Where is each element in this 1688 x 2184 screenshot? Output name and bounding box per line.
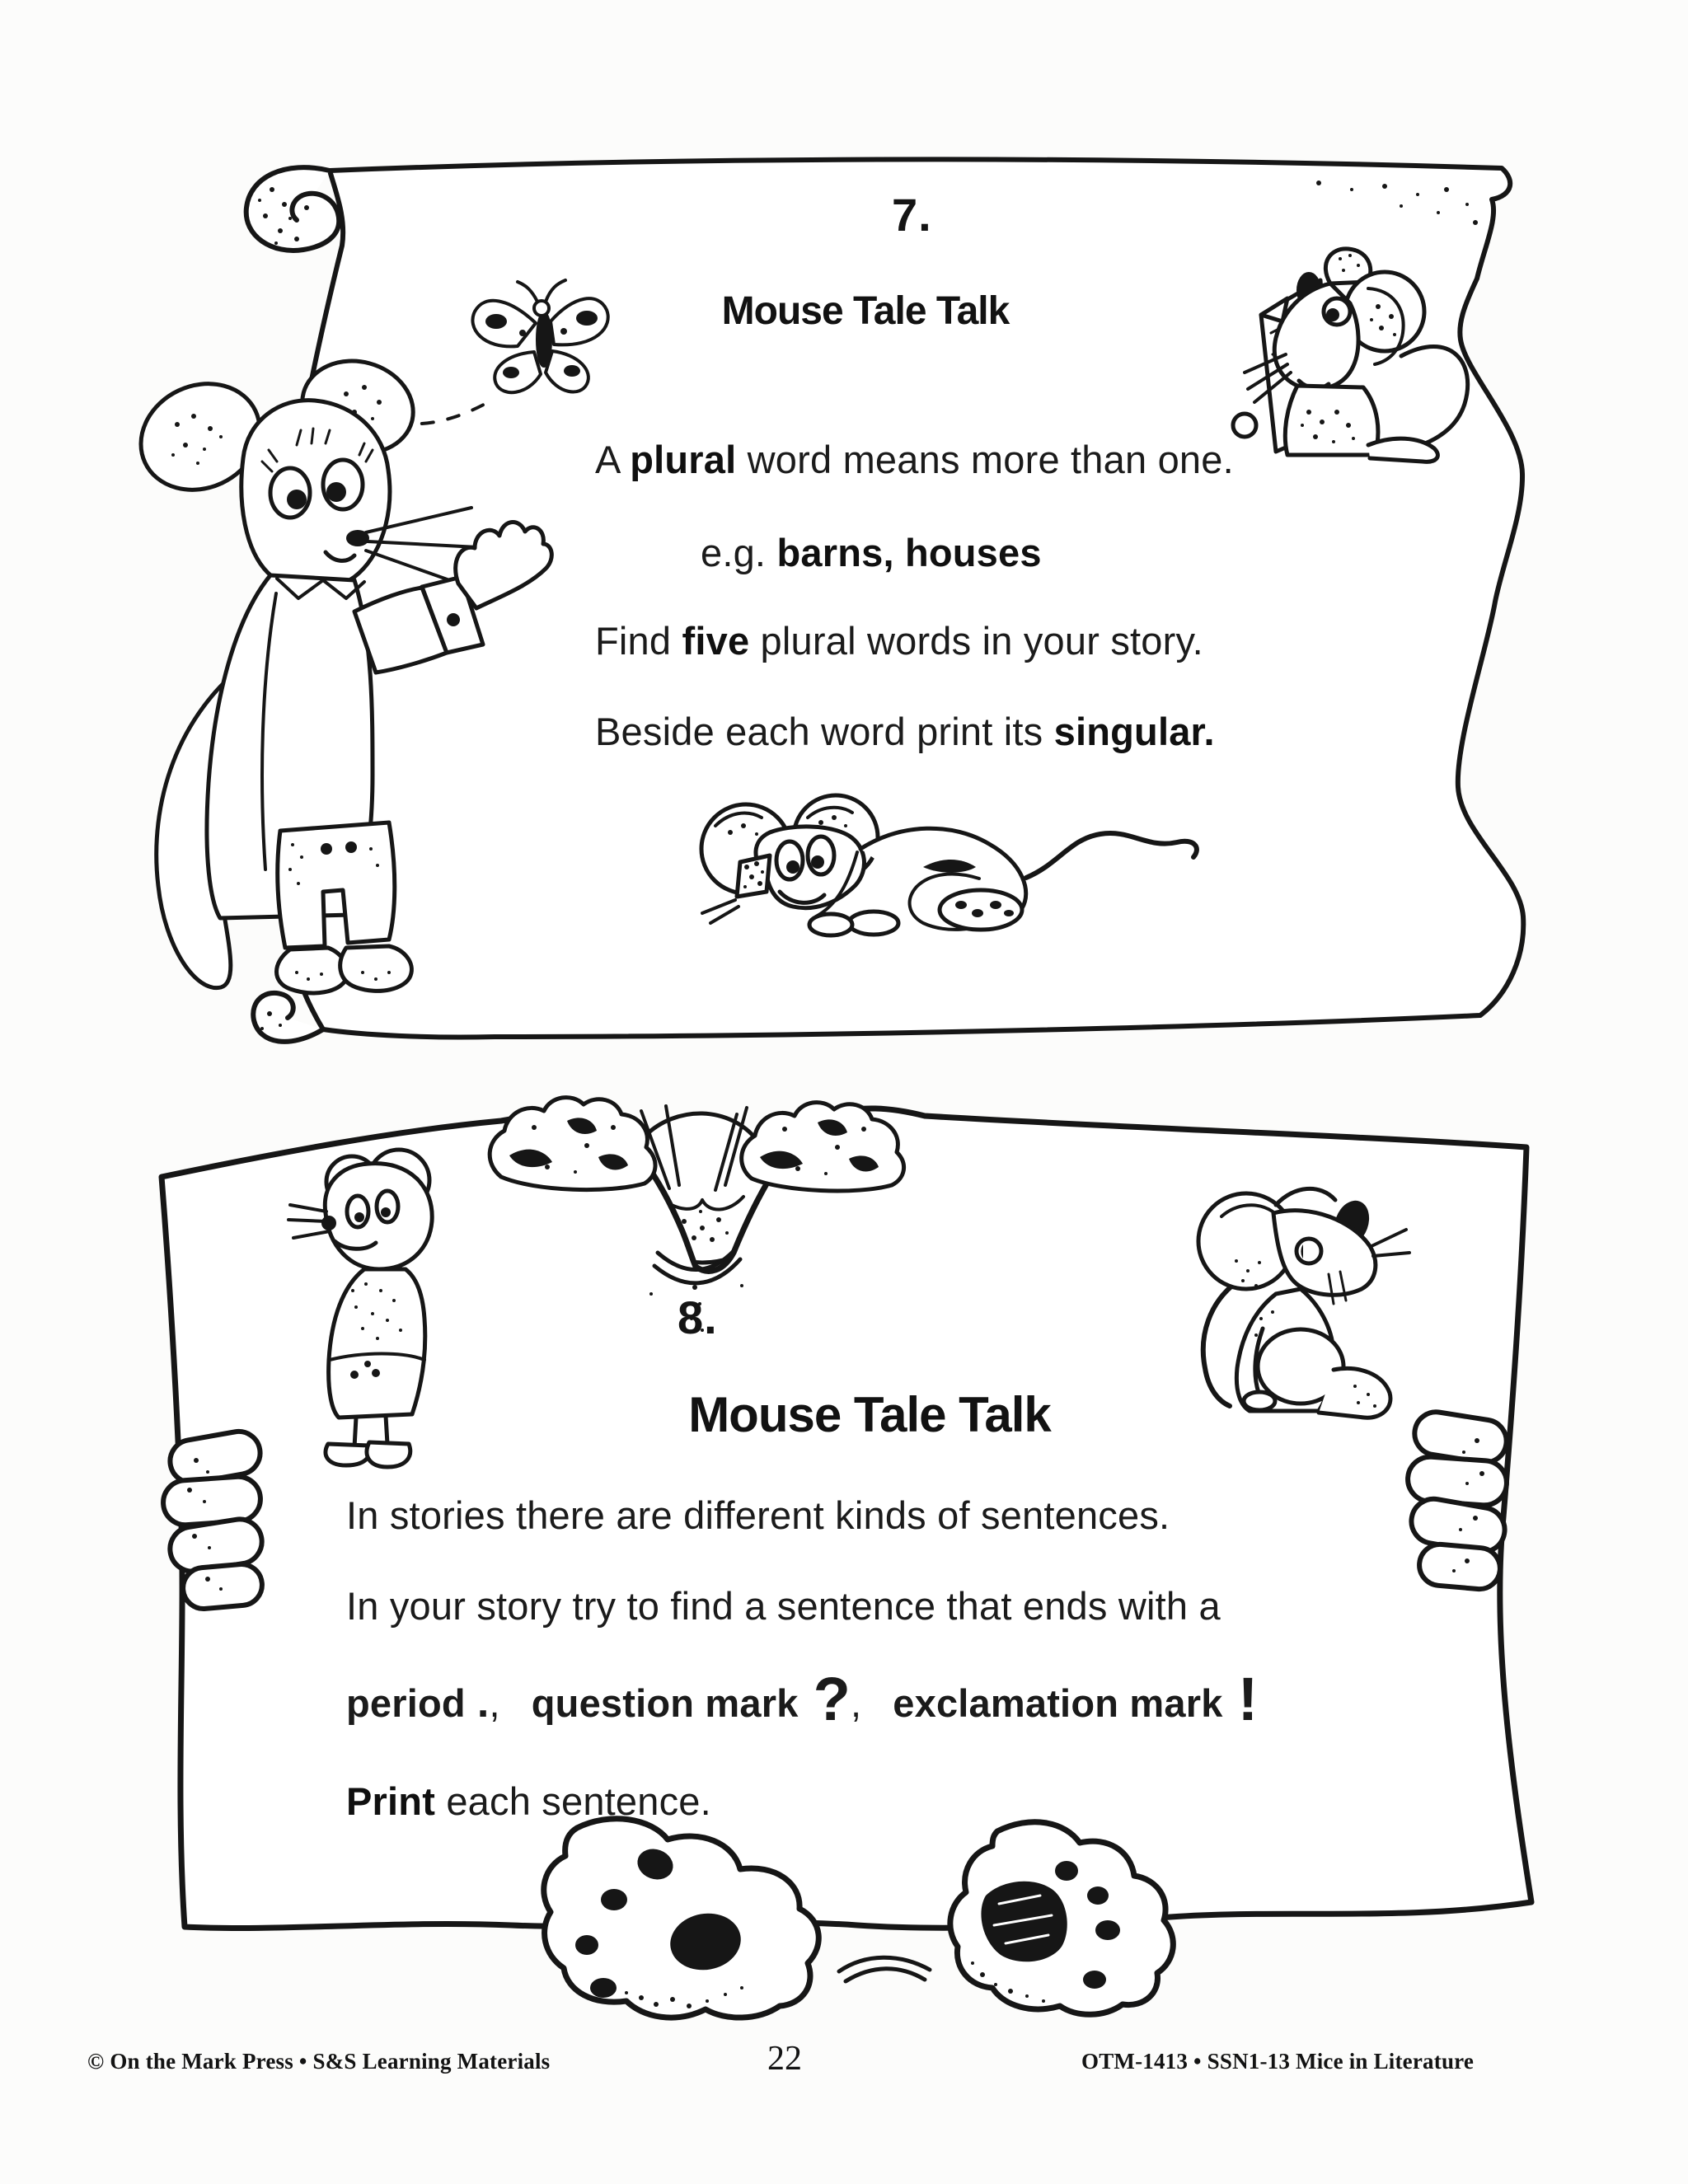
text-segment: Beside each word print its (595, 710, 1054, 753)
punctuation-word: period (346, 1681, 466, 1725)
banner-bottom-roll (839, 1957, 930, 1981)
exclamation-mark: ! (1237, 1665, 1259, 1733)
worksheet-7-title: Mouse Tale Talk (721, 289, 1010, 333)
text-segment-bold: Print (346, 1779, 436, 1823)
worksheet-7-number: 7. (892, 189, 932, 241)
worksheet-8-title: Mouse Tale Talk (688, 1387, 1051, 1442)
footer-publisher: © On the Mark Press • S&S Learning Materials (87, 2049, 551, 2074)
footer-page-number: 22 (767, 2040, 802, 2078)
worksheet-8-line-3 (346, 1665, 1259, 1733)
text-segment-bold: singular. (1053, 710, 1215, 753)
text-segment: plural words in your story. (749, 619, 1203, 663)
text-segment: word means more than one. (736, 438, 1234, 481)
footer-catalog: OTM-1413 • SSN1-13 Mice in Literature (1081, 2049, 1475, 2074)
worksheet-7-line-3 (595, 618, 1203, 663)
comma: , (489, 1681, 500, 1725)
right-hand-illustration (1406, 1409, 1509, 1591)
question-mark: ? (813, 1665, 851, 1733)
worksheet-7-line-1 (595, 437, 1234, 482)
punctuation-word: question mark (531, 1681, 799, 1725)
text-segment: Find (595, 619, 682, 663)
text-segment-bold: barns, houses (776, 531, 1042, 574)
left-hand-illustration (162, 1428, 265, 1610)
worksheet-8-line-1: In stories there are different kinds of sentences. (346, 1493, 1170, 1537)
text-segment: e.g. (701, 531, 777, 574)
worksheet-8-number: 8. (678, 1291, 718, 1343)
text-segment-bold: plural (630, 438, 737, 481)
worksheet-7-line-4 (595, 709, 1215, 754)
text-segment-bold: five (682, 619, 750, 663)
punctuation-word: exclamation mark (893, 1681, 1223, 1725)
cat-paw-left (490, 1098, 655, 1190)
worksheet-7-line-2 (701, 530, 1042, 575)
text-segment: A (595, 438, 631, 481)
comma: , (851, 1681, 862, 1725)
period-mark: . (476, 1679, 490, 1727)
worksheet-8-line-2: In your story try to find a sentence that ends with a (346, 1584, 1221, 1628)
text-segment: each sentence. (435, 1779, 711, 1823)
worksheet-8-line-4 (346, 1779, 711, 1824)
